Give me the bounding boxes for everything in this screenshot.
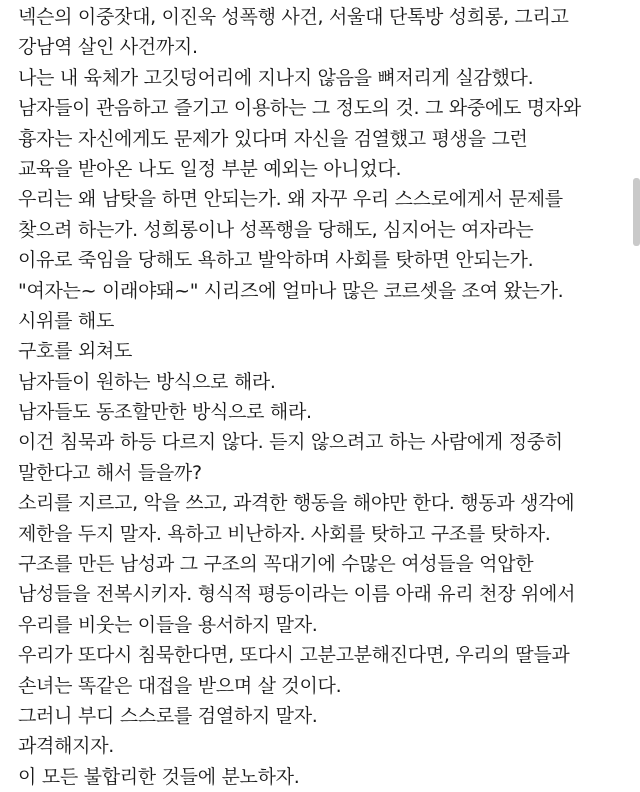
text-line: 말한다고 해서 들을까? (18, 461, 202, 484)
text-line: 과격해지자. (18, 735, 115, 758)
text-line: 찾으려 하는가. 성희롱이나 성폭행을 당해도, 심지어는 여자라는 (18, 218, 534, 241)
text-line: 넥슨의 이중잣대, 이진욱 성폭행 사건, 서울대 단톡방 성희롱, 그리고 (18, 6, 569, 28)
text-line: 나는 내 육체가 고깃덩어리에 지나지 않음을 뼈저리게 실감했다. (18, 66, 534, 89)
scrollbar-thumb[interactable] (633, 178, 640, 246)
text-line: 이 모든 불합리한 것들에 분노하자. (18, 765, 300, 788)
text-line: 우리는 왜 남탓을 하면 안되는가. 왜 자꾸 우리 스스로에게서 문제를 (18, 188, 563, 211)
text-line: 남자들이 관음하고 즐기고 이용하는 그 정도의 것. 그 와중에도 명자와 (18, 97, 581, 120)
text-line: 구조를 만든 남성과 그 구조의 꼭대기에 수많은 여성들을 억압한 (18, 553, 534, 576)
text-line: 구호를 외쳐도 (18, 340, 133, 363)
text-line: 강남역 살인 사건까지. (18, 36, 198, 59)
text-line: 시위를 해도 (18, 309, 115, 332)
text-line: 이유로 죽임을 당해도 욕하고 발악하며 사회를 탓하면 안되는가. (18, 249, 534, 272)
text-line: 우리를 비웃는 이들을 용서하지 말자. (18, 613, 318, 636)
text-line: 교육을 받아온 나도 일정 부분 예외는 아니었다. (18, 157, 402, 180)
text-line: 그러니 부디 스스로를 검열하지 말자. (18, 704, 318, 727)
text-line: "여자는~ 이래야돼~" 시리즈에 얼마나 많은 코르셋을 조여 왔는가. (18, 279, 564, 302)
text-body (18, 2, 628, 792)
text-line: 제한을 두지 말자. 욕하고 비난하자. 사회를 탓하고 구조를 탓하자. (18, 522, 551, 545)
text-line: 남자들도 동조할만한 방식으로 해라. (18, 401, 312, 424)
text-line: 남자들이 원하는 방식으로 해라. (18, 370, 276, 393)
text-line: 이건 침묵과 하등 다르지 않다. 듣지 않으려고 하는 사람에게 정중히 (18, 431, 563, 454)
text-line: 손녀는 똑같은 대접을 받으며 살 것이다. (18, 674, 342, 697)
text-line: 남성들을 전복시키자. 형식적 평등이라는 이름 아래 유리 천장 위에서 (18, 583, 576, 606)
text-line: 흉자는 자신에게도 문제가 있다며 자신을 검열했고 평생을 그런 (18, 127, 528, 150)
text-line: 우리가 또다시 침묵한다면, 또다시 고분고분해진다면, 우리의 딸들과 (18, 644, 570, 667)
text-line: 소리를 지르고, 악을 쓰고, 과격한 행동을 해야만 한다. 행동과 생각에 (18, 492, 575, 515)
